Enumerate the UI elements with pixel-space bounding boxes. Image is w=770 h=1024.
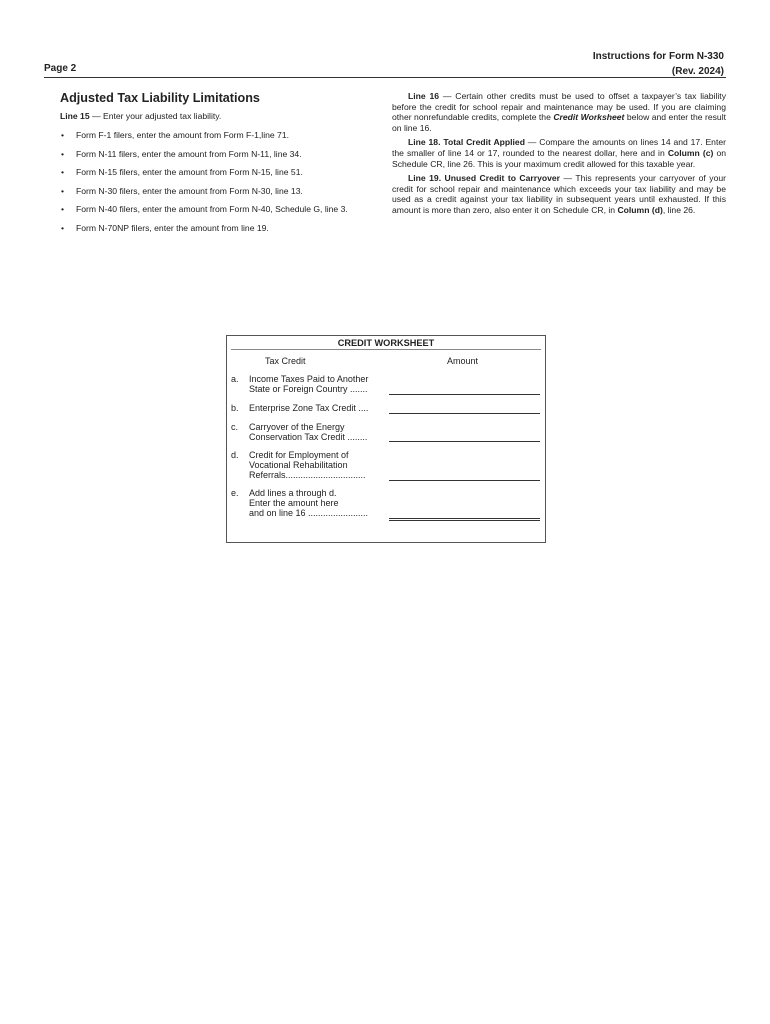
bullet-icon: • <box>61 185 65 196</box>
revision-date: (Rev. 2024) <box>671 66 724 77</box>
amount-line-a[interactable] <box>389 384 540 395</box>
amount-line-b[interactable] <box>389 403 540 414</box>
credit-worksheet-reference: Credit Worksheet <box>553 112 625 123</box>
section-title: Adjusted Tax Liability Limitations <box>60 91 260 105</box>
line15-text: — Enter your adjusted tax liability. <box>89 111 222 121</box>
list-item: • Form N-11 filers, enter the amount from Form N-11, line 34. <box>61 148 302 159</box>
list-item: • Form F-1 filers, enter the amount from Form F-1,line 71. <box>61 130 289 140</box>
left-column <box>60 91 378 240</box>
line15-paragraph <box>60 111 378 121</box>
amount-total-line[interactable] <box>389 508 540 521</box>
worksheet-title: CREDIT WORKSHEET <box>337 338 435 348</box>
line19-paragraph: Line 19. Unused Credit to Carryover — This represents your carryover of your credit for school repair and maintenance which exceeds your tax liability and may be used as a credit against your tax liability in subsequent years until exhausted. If this amount is more than zero, also enter it on Schedule CR, in Column (d), line 26. <box>392 173 726 215</box>
line15-label: Line 15 <box>60 111 90 121</box>
worksheet-title-rule <box>231 349 541 350</box>
right-column <box>392 91 726 220</box>
tax-credit-header: Tax Credit <box>265 356 306 366</box>
bullet-icon: • <box>61 167 65 177</box>
filer-bullet-list <box>60 129 378 234</box>
form-title-header <box>593 49 724 79</box>
list-item: • Form N-40 filers, enter the amount from Form N-40, Schedule G, line 3. <box>61 204 348 214</box>
list-item: • Form N-70NP filers, enter the amount from line 19. <box>61 222 269 233</box>
list-item: • Form N-30 filers, enter the amount from Form N-30, line 13. <box>61 185 303 196</box>
bullet-icon: • <box>61 148 65 159</box>
amount-line-d[interactable] <box>389 470 540 481</box>
list-item: • Form N-15 filers, enter the amount from Form N-15, line 51. <box>61 167 303 177</box>
header-rule <box>44 77 726 78</box>
bullet-icon: • <box>61 222 65 233</box>
line16-paragraph: Line 16 — Certain other credits must be used to offset a taxpayer’s tax liability before the credit for school repair and maintenance may be used. If you are claiming other nonrefundable credits, complete the Credit Worksheet below and enter the result on line 16. <box>392 91 726 133</box>
form-title: Instructions for Form N-330 <box>592 51 724 62</box>
page-number: Page 2 <box>44 63 77 74</box>
amount-line-c[interactable] <box>389 431 540 442</box>
line18-paragraph: Line 18. Total Credit Applied — Compare the amounts on lines 14 and 17. Enter the smaller of line 14 or 17, rounded to the nearest dollar, here and in Column (c) on Schedule CR, line 26. This is your maximum credit allowed for this taxable year. <box>392 137 727 169</box>
credit-worksheet: CREDIT WORKSHEET Tax Credit Amount a. Income Taxes Paid to Another State or Foreign Country ....... b. Enterprise Zone Tax Credit .... c. Carryover of the Energy Conservation Tax Credit ........ d. Credit for Employment of Vocational Rehabilitation Referrals................................ e. Add lines a through d. Enter the amount here and on line 16 ........................ <box>226 335 546 543</box>
amount-header: Amount <box>447 356 479 366</box>
bullet-icon: • <box>61 204 65 214</box>
bullet-icon: • <box>61 130 65 140</box>
